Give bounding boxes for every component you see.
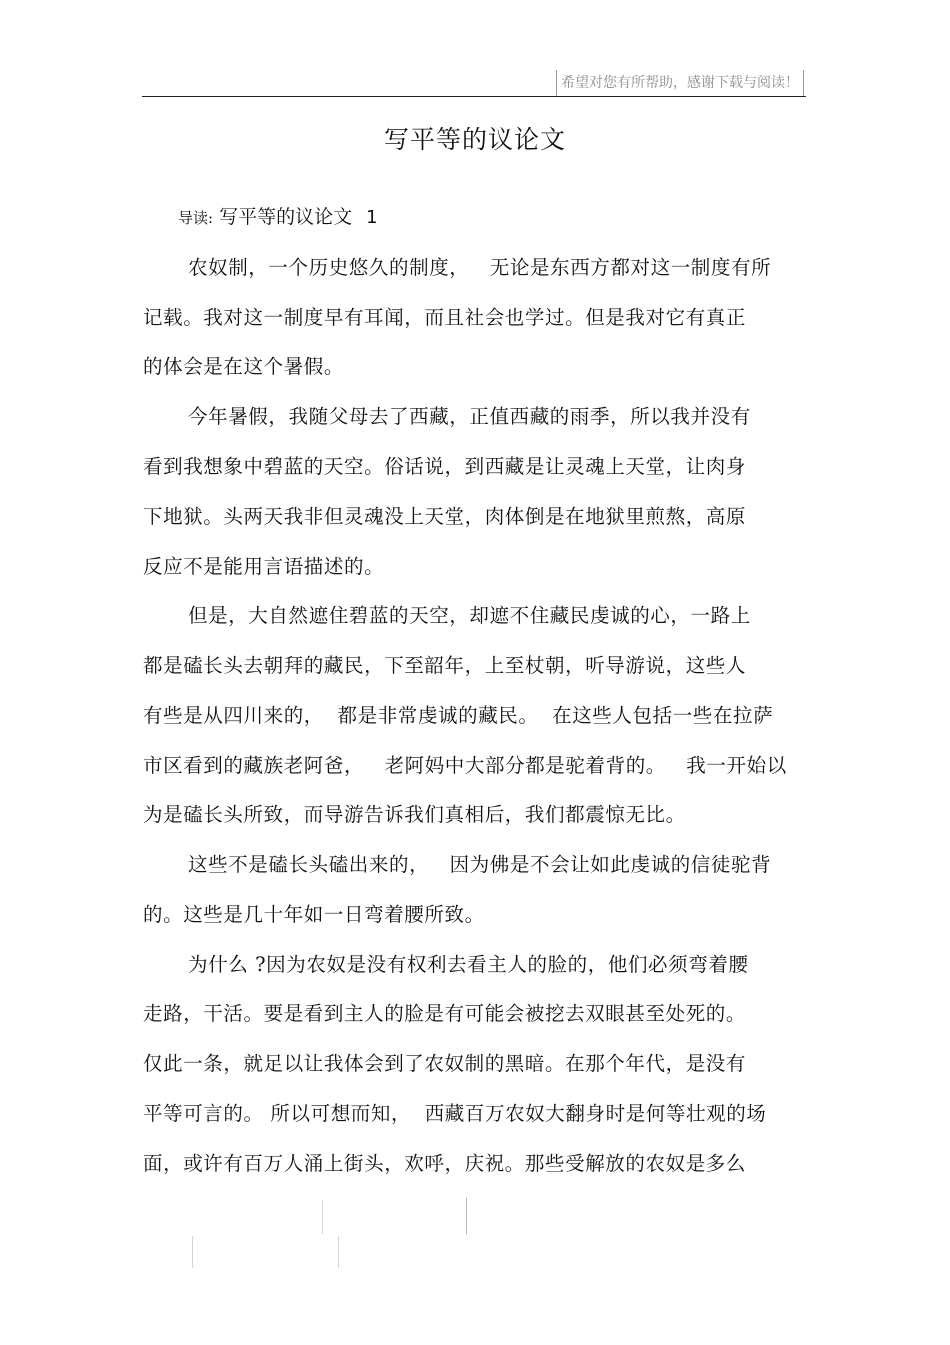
body-line: 都是磕长头去朝拜的藏民，下至韶年，上至杖朝，听导游说，这些人 (143, 654, 747, 677)
body-line: 仅此一条，就足以让我体会到了农奴制的黑暗。在那个年代，是没有 (143, 1052, 747, 1075)
body-line: 记载。我对这一制度早有耳闻，而且社会也学过。但是我对它有真正 (143, 306, 747, 329)
body-line: 下地狱。头两天我非但灵魂没上天堂，肉体倒是在地狱里煎熬，高原 (143, 505, 747, 528)
guide-label: 导读: (178, 209, 214, 227)
scan-artifact-line (338, 1236, 339, 1268)
guide-number: 1 (366, 207, 378, 228)
document-title: 写平等的议论文 (383, 125, 566, 154)
body-line: 今年暑假，我随父母去了西藏，正值西藏的雨季，所以我并没有 (188, 405, 751, 428)
guide-line (178, 201, 378, 234)
body-line: 农奴制，一个历史悠久的制度， 无论是东西方都对这一制度有所 (188, 256, 772, 279)
body-line: 走路，干活。要是看到主人的脸是有可能会被挖去双眼甚至处死的。 (143, 1002, 747, 1025)
body-line: 为是磕长头所致，而导游告诉我们真相后，我们都震惊无比。 (143, 803, 686, 826)
body-line: 面，或许有百万人涌上街头，欢呼，庆祝。那些受解放的农奴是多么 (143, 1152, 747, 1175)
body-line: 为什么 ?因为农奴是没有权利去看主人的脸的，他们必须弯着腰 (188, 953, 749, 976)
guide-text: 写平等的议论文 (219, 206, 353, 228)
body-line: 的体会是在这个暑假。 (143, 355, 345, 378)
body-line: 但是，大自然遮住碧蓝的天空，却遮不住藏民虔诚的心，一路上 (188, 604, 751, 627)
body-line: 平等可言的。 所以可想而知， 西藏百万农奴大翻身时是何等壮观的场 (143, 1102, 767, 1125)
scan-artifact-line (322, 1200, 323, 1234)
body-line: 看到我想象中碧蓝的天空。俗话说，到西藏是让灵魂上天堂，让肉身 (143, 455, 747, 478)
header-note: 希望对您有所帮助，感谢下载与阅读！ (556, 70, 804, 96)
body-line: 的。这些是几十年如一日弯着腰所致。 (143, 903, 485, 926)
body-line: 这些不是磕长头磕出来的， 因为佛是不会让如此虔诚的信徒驼背 (188, 853, 772, 876)
scan-artifact-line (466, 1198, 467, 1234)
body-line: 市区看到的藏族老阿爸， 老阿妈中大部分都是驼着背的。 我一开始以 (143, 754, 787, 777)
body-line: 有些是从四川来的， 都是非常虔诚的藏民。 在这些人包括一些在拉萨 (143, 704, 774, 727)
header-divider (142, 96, 806, 97)
body-line: 反应不是能用言语描述的。 (143, 555, 385, 578)
scan-artifact-line (192, 1236, 193, 1268)
